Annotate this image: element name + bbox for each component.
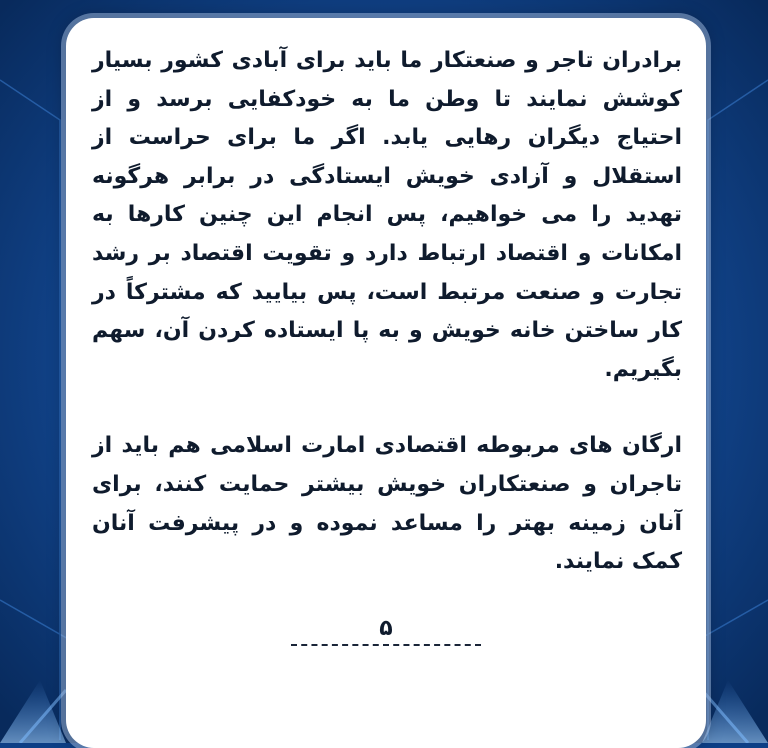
- paragraph-1: برادران تاجر و صنعتکار ما باید برای آبادی کشور بسیار کوشش نمایند تا وطن ما به خودکفایی برسد و از احتیاج دیگران رهایی یابد. اگر ما برای حراست از استقلال و آزادی خویش ایستادگی در برابر هرگونه تهدید را می خواهیم، پس انجام این چنین کارها به امکانات و اقتصاد ارتباط دارد و تقویت اقتصاد بر رشد تجارت و صنعت مرتبط است، پس بیایید که مشترکاً در کار ساختن خانه خویش و به پا ایستاده کردن آن، سهم بگیریم.: [92, 48, 682, 382]
- page-footer: [286, 616, 486, 646]
- paragraph-2: ارگان های مربوطه اقتصادی امارت اسلامی هم باید از تاجران و صنعتکاران خویش بیشتر حمایت کنند، برای آنان زمینه بهتر را مساعد نموده و در پیشرفت آنان کمک نمایند.: [92, 433, 682, 575]
- text-card: [66, 18, 706, 748]
- page-number-rule: [291, 644, 481, 646]
- page-number: ۵: [379, 616, 393, 641]
